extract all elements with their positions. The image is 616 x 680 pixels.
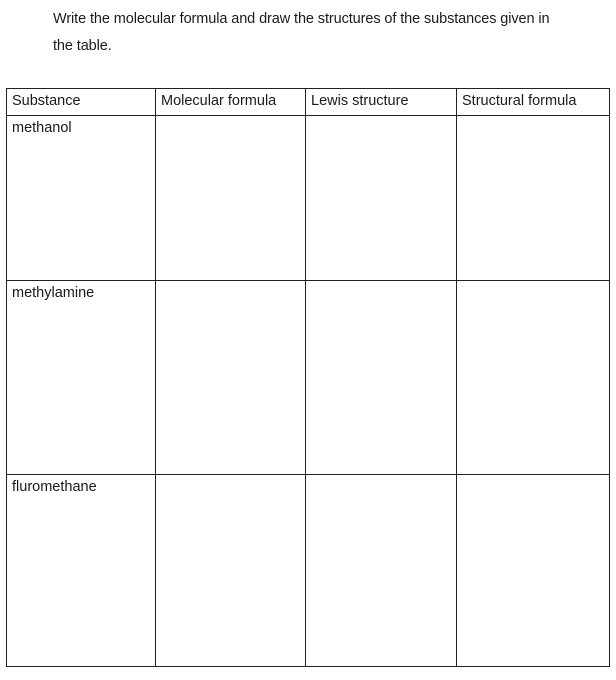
instructions-text [53,6,613,60]
header-substance: Substance [7,89,156,116]
instructions-line-1: Write the molecular formula and draw the structures of the substances given in [53,11,550,27]
lewis-structure-cell[interactable] [306,281,457,475]
header-structural-formula: Structural formula [457,89,610,116]
structural-formula-cell[interactable] [457,475,610,667]
substance-cell: methylamine [7,281,156,475]
substances-table [6,88,610,667]
substance-cell: fluromethane [7,475,156,667]
table-row [7,475,610,667]
table-header-row [7,89,610,116]
molecular-formula-cell[interactable] [156,475,306,667]
lewis-structure-cell[interactable] [306,475,457,667]
molecular-formula-cell[interactable] [156,281,306,475]
table-row [7,281,610,475]
instructions-line-2: the table. [53,38,112,54]
header-molecular-formula: Molecular formula [156,89,306,116]
header-lewis-structure: Lewis structure [306,89,457,116]
structural-formula-cell[interactable] [457,281,610,475]
molecular-formula-cell[interactable] [156,116,306,281]
lewis-structure-cell[interactable] [306,116,457,281]
substance-cell: methanol [7,116,156,281]
structural-formula-cell[interactable] [457,116,610,281]
table-row [7,116,610,281]
